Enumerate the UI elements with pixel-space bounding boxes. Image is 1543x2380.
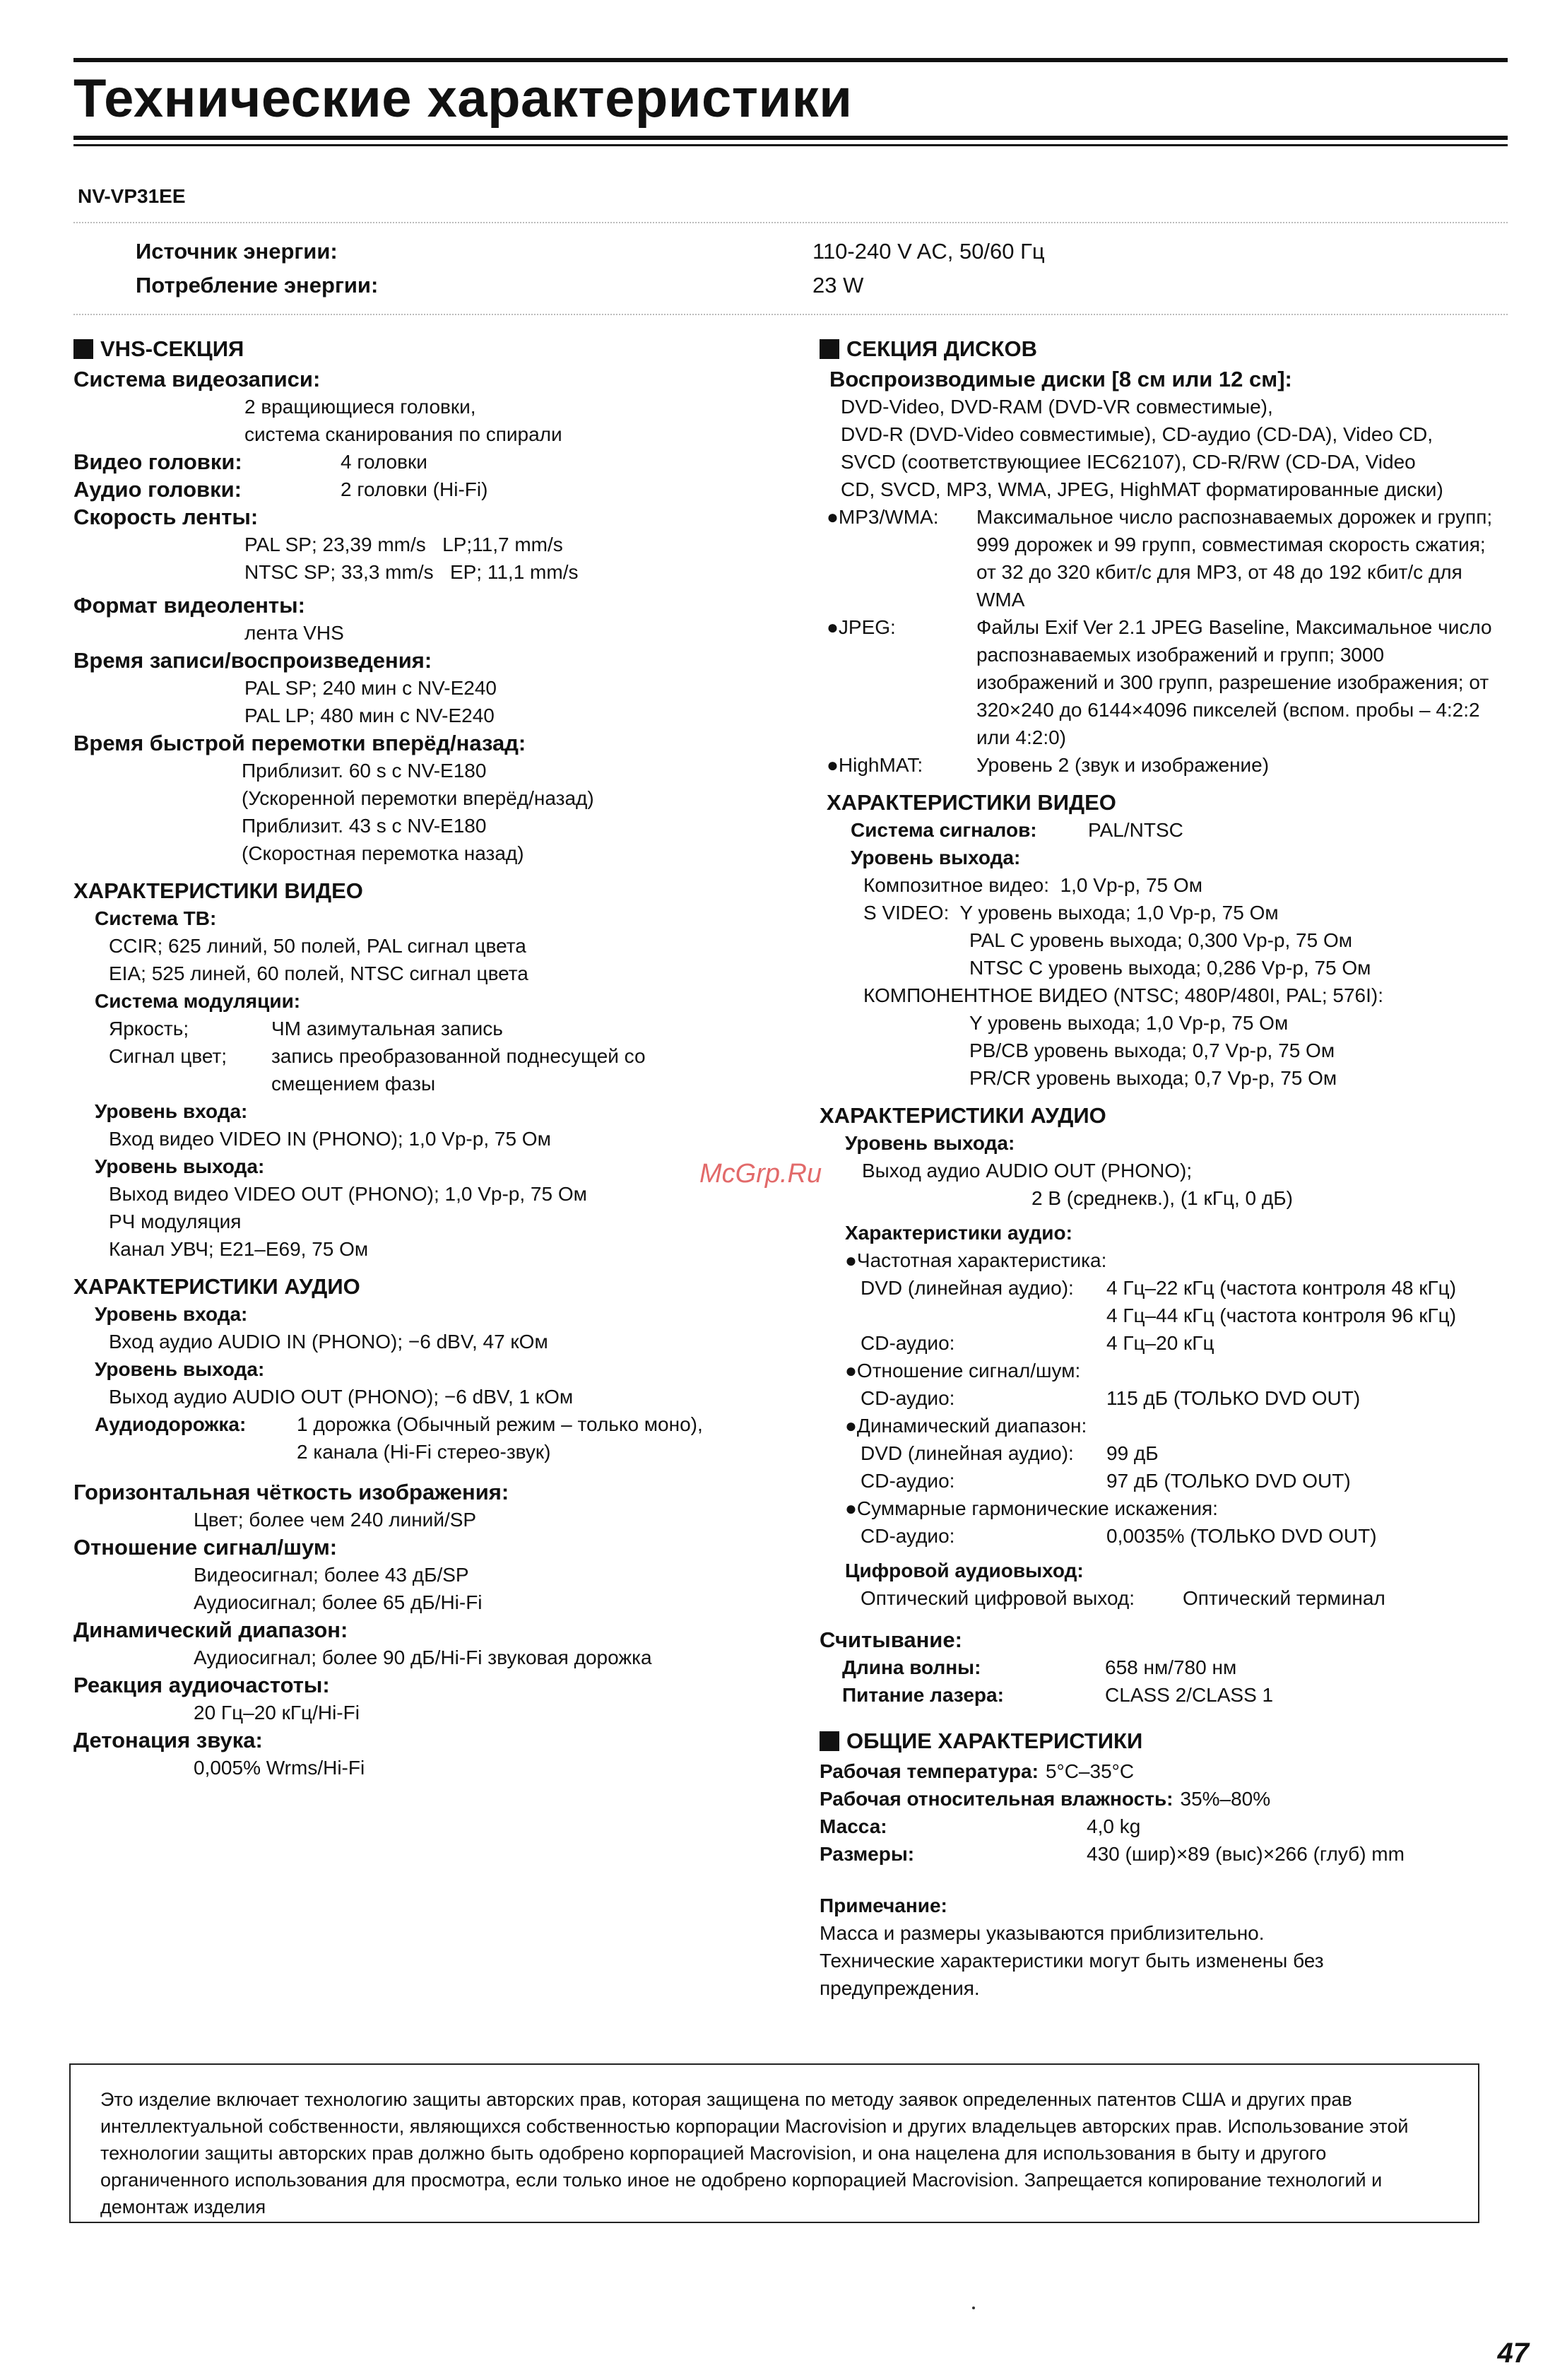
- highmat-value: Уровень 2 (звук и изображение): [976, 754, 1270, 776]
- snr-cd-value: 115 дБ (ТОЛЬКО DVD OUT): [1106, 1387, 1361, 1409]
- ffrew-label: Время быстрой перемотки вперёд/назад:: [73, 731, 526, 755]
- playable-line: CD, SVCD, MP3, WMA, JPEG, HighMAT форматированные диски): [841, 478, 1443, 500]
- highmat-row: [820, 751, 1505, 779]
- mp3-wma-key: ●MP3/WMA:: [827, 506, 939, 528]
- hres-value: Цвет; более чем 240 линий/SP: [194, 1509, 477, 1531]
- disc-audio-header: ХАРАКТЕРИСТИКИ АУДИО: [820, 1103, 1106, 1128]
- disc-video-header: ХАРАКТЕРИСТИКИ ВИДЕО: [827, 790, 1116, 815]
- dyn-range-value: Аудиосигнал; более 90 дБ/Hi-Fi звуковая дорожка: [194, 1646, 652, 1668]
- modulation-color-row: [73, 1042, 780, 1070]
- thd-char-label: ●Суммарные гармонические искажения:: [845, 1497, 1218, 1519]
- rec-system-label: Система видеозаписи:: [73, 367, 321, 391]
- fr-cd-value: 4 Гц–20 кГц: [1106, 1332, 1214, 1354]
- dyn-dvd-value: 99 дБ: [1106, 1442, 1159, 1464]
- audio-track-value: 1 дорожка (Обычный режим – только моно),: [297, 1413, 703, 1435]
- copyright-notice: Это изделие включает технологию защиты авторских прав, которая защищена по методу заявок определенных патентов США и других прав интеллектуальной собственности, являющихся собственностью корпорации Macrovision и других владельцев авторских прав. Использование этой технологии защиты авторских прав должно быть одобрено корпорацией Macrovision, и она нацелена для использования в быту и другого органиченного использования для просмотра, если только иное не одобрено корпорацией Macrovision. Запрещается копирование технологий и демонтаж изделия: [69, 2063, 1479, 2223]
- mass-row: [820, 1813, 1526, 1840]
- vhs-header-text: VHS-СЕКЦИЯ: [100, 336, 244, 361]
- digital-out-row: [820, 1584, 1526, 1612]
- rec-time-line: PAL SP; 240 мин с NV-E240: [244, 677, 497, 699]
- video-out-line: РЧ модуляция: [109, 1210, 242, 1232]
- snr-line: Аудиосигнал; более 65 дБ/Hi-Fi: [194, 1591, 483, 1613]
- page-number: 47: [1497, 2338, 1529, 2369]
- dyn-dvd-row: [820, 1439, 1526, 1467]
- playable-line: DVD-Video, DVD-RAM (DVD-VR совместимые),: [841, 396, 1273, 418]
- dyn-char-label: ●Динамический диапазон:: [845, 1415, 1087, 1437]
- wavelength-row: [820, 1654, 1526, 1681]
- dyn-range-label: Динамический диапазон:: [73, 1618, 348, 1642]
- tape-speed-line: NTSC SP; 33,3 mm/s EP; 11,1 mm/s: [244, 561, 579, 583]
- fr-dvd-value: 4 Гц–22 кГц (частота контроля 48 кГц): [1106, 1277, 1457, 1299]
- humidity-row: [820, 1785, 1526, 1813]
- laser-row: [820, 1681, 1526, 1709]
- fr-dvd-key: DVD (линейная аудио):: [861, 1277, 1074, 1299]
- note-line: Масса и размеры указываются приблизительно.: [820, 1922, 1265, 1944]
- audio-track-value-cont: 2 канала (Hi-Fi стерео-звук): [297, 1441, 551, 1463]
- humidity-key: Рабочая относительная влажность:: [820, 1788, 1173, 1810]
- wow-flutter-label: Детонация звука:: [73, 1728, 263, 1752]
- mod-brightness-value: ЧМ азимутальная запись: [271, 1018, 503, 1039]
- temp-value: 5°C–35°C: [1045, 1760, 1135, 1782]
- thd-cd-row: [820, 1522, 1526, 1550]
- snr-char-label: ●Отношение сигнал/шум:: [845, 1360, 1081, 1382]
- mod-color-key: Сигнал цвет;: [109, 1045, 227, 1067]
- general-header-text: ОБЩИЕ ХАРАКТЕРИСТИКИ: [846, 1728, 1143, 1753]
- s-video-line: PAL C уровень выхода; 0,300 Vp-p, 75 Ом: [969, 929, 1352, 951]
- audio-heads-label: Аудио головки:: [73, 477, 242, 502]
- power-source-value: 110-240 V AC, 50/60 Гц: [812, 239, 1045, 264]
- disc-audio-out-line: 2 В (среднекв.), (1 кГц, 0 дБ): [1031, 1187, 1293, 1209]
- rec-time-label: Время записи/воспроизведения:: [73, 648, 432, 673]
- thd-cd-key: CD-аудио:: [861, 1525, 955, 1547]
- pickup-label: Считывание:: [820, 1627, 962, 1652]
- fr-dvd-row: [820, 1274, 1526, 1302]
- video-heads-row: [73, 448, 780, 476]
- fr-cd-key: CD-аудио:: [861, 1332, 955, 1354]
- mod-brightness-key: Яркость;: [109, 1018, 189, 1039]
- playable-label: Воспроизводимые диски [8 см или 12 см]:: [829, 367, 1292, 391]
- stray-dot: [972, 2307, 975, 2309]
- video-in-label: Уровень входа:: [95, 1100, 248, 1122]
- component-line: PB/CB уровень выхода; 0,7 Vp-p, 75 Ом: [969, 1039, 1335, 1061]
- tv-system-line: CCIR; 625 линий, 50 полей, PAL сигнал цвета: [109, 935, 526, 957]
- model-number: NV-VP31EE: [78, 185, 186, 207]
- digital-out-label: Цифровой аудиовыход:: [845, 1560, 1084, 1581]
- title-bottom-rule: [73, 136, 1508, 140]
- power-source-label: Источник энергии:: [136, 239, 338, 264]
- jpeg-row: [820, 613, 1505, 751]
- audio-in-label: Уровень входа:: [95, 1303, 248, 1325]
- watermark-text: McGrp.Ru: [699, 1159, 822, 1189]
- component-line: PR/CR уровень выхода; 0,7 Vp-p, 75 Ом: [969, 1067, 1337, 1089]
- audio-char-label: Характеристики аудио:: [845, 1222, 1072, 1244]
- video-heads-value: 4 головки: [341, 451, 427, 473]
- rec-system-line: система сканирования по спирали: [244, 423, 562, 445]
- tape-format-label: Формат видеоленты:: [73, 593, 305, 618]
- component-line: Y уровень выхода; 1,0 Vp-p, 75 Ом: [969, 1012, 1289, 1034]
- title-top-rule: [73, 58, 1508, 62]
- video-out-line: Канал УВЧ; E21–E69, 75 Ом: [109, 1238, 369, 1260]
- temp-key: Рабочая температура:: [820, 1760, 1039, 1782]
- s-video-line: S VIDEO: Y уровень выхода; 1,0 Vp-p, 75 Ом: [863, 902, 1279, 924]
- section-square-icon: [820, 339, 839, 359]
- snr-line: Видеосигнал; более 43 дБ/SP: [194, 1564, 469, 1586]
- audio-heads-value: 2 головки (Hi-Fi): [341, 478, 488, 500]
- jpeg-value: Файлы Exif Ver 2.1 JPEG Baseline, Максимальное число распознаваемых изображений и групп; 3000 изображений и 300 групп, разрешение изображения; от 320×240 до 6144×4096 пикселей (вспом. пробы – 4:2:2 или 4:2:0): [976, 616, 1492, 748]
- disc-section-header: [820, 335, 1526, 363]
- mp3-wma-row: [820, 503, 1505, 613]
- mp3-wma-value: Максимальное число распознаваемых дорожек и групп; 999 дорожек и 99 групп, совместимая скорость сжатия; от 32 до 320 кбит/с для MP3, от 48 до 192 кбит/с для WMA: [976, 506, 1493, 611]
- mass-key: Масса:: [820, 1815, 887, 1837]
- dimensions-value: 430 (шир)×89 (выс)×266 (глуб) mm: [1087, 1843, 1405, 1865]
- component-video: КОМПОНЕНТНОЕ ВИДЕО (NTSC; 480P/480I, PAL; 576I):: [863, 984, 1384, 1006]
- freq-response-label: Реакция аудиочастоты:: [73, 1673, 330, 1697]
- power-section: [73, 222, 1508, 315]
- tape-speed-line: PAL SP; 23,39 mm/s LP;11,7 mm/s: [244, 534, 563, 555]
- composite-video: Композитное видео: 1,0 Vp-p, 75 Ом: [863, 874, 1202, 896]
- snr-cd-row: [820, 1384, 1526, 1412]
- audio-out-label: Уровень выхода:: [95, 1358, 265, 1380]
- temp-row: [820, 1757, 1526, 1785]
- fr-cd-row: [820, 1329, 1526, 1357]
- audio-track-label: Аудиодорожка:: [95, 1413, 247, 1435]
- video-heads-label: Видео головки:: [73, 449, 242, 474]
- note-line: предупреждения.: [820, 1977, 980, 1999]
- section-square-icon: [73, 339, 93, 359]
- note-line: Технические характеристики могут быть изменены без: [820, 1950, 1324, 1972]
- modulation-brightness-row: [73, 1015, 780, 1042]
- note-label: Примечание:: [820, 1895, 947, 1916]
- right-column: [820, 325, 1526, 2002]
- mod-color-value-cont: смещением фазы: [271, 1073, 436, 1095]
- playable-line: DVD-R (DVD-Video совместимые), CD-аудио (CD-DA), Video CD,: [841, 423, 1433, 445]
- highmat-key: ●HighMAT:: [827, 754, 923, 776]
- left-column: [73, 325, 780, 1781]
- disc-audio-out-label: Уровень выхода:: [845, 1132, 1015, 1154]
- fr-dvd-value-2: 4 Гц–44 кГц (частота контроля 96 кГц): [1106, 1304, 1457, 1326]
- wavelength-value: 658 нм/780 нм: [1105, 1656, 1237, 1678]
- dyn-dvd-key: DVD (линейная аудио):: [861, 1442, 1074, 1464]
- freq-char-label: ●Частотная характеристика:: [845, 1249, 1107, 1271]
- audio-in-line: Вход аудио AUDIO IN (PHONO); −6 dBV, 47 кОм: [109, 1331, 548, 1353]
- general-section-header: [820, 1727, 1526, 1755]
- dyn-cd-row: [820, 1467, 1526, 1495]
- humidity-value: 35%–80%: [1180, 1788, 1271, 1810]
- freq-response-value: 20 Гц–20 кГц/Hi-Fi: [194, 1702, 360, 1724]
- tape-speed-label: Скорость ленты:: [73, 505, 259, 529]
- thd-cd-value: 0,0035% (ТОЛЬКО DVD OUT): [1106, 1525, 1377, 1547]
- vhs-section-header: [73, 335, 780, 363]
- disc-audio-out-line: Выход аудио AUDIO OUT (PHONO);: [862, 1160, 1193, 1182]
- video-out-label: Уровень выхода:: [95, 1155, 265, 1177]
- dyn-cd-key: CD-аудио:: [861, 1470, 955, 1492]
- video-in-line: Вход видео VIDEO IN (PHONO); 1,0 Vp-p, 75 Ом: [109, 1128, 551, 1150]
- s-video-line: NTSC C уровень выхода; 0,286 Vp-p, 75 Ом: [969, 957, 1371, 979]
- signal-system-label: Система сигналов:: [851, 819, 1037, 841]
- video-out-line: Выход видео VIDEO OUT (PHONO); 1,0 Vp-p, 75 Ом: [109, 1183, 587, 1205]
- wavelength-key: Длина волны:: [842, 1656, 981, 1678]
- signal-system-value: PAL/NTSC: [1088, 819, 1183, 841]
- vhs-audio-header: ХАРАКТЕРИСТИКИ АУДИО: [73, 1274, 360, 1299]
- tv-system-line: EIA; 525 линей, 60 полей, NTSC сигнал цвета: [109, 962, 528, 984]
- power-consumption-value: 23 W: [812, 273, 864, 298]
- ffrew-line: Приблизит. 43 s с NV-E180: [242, 815, 487, 837]
- mod-color-value: запись преобразованной поднесущей со: [271, 1045, 646, 1067]
- signal-system-row: [820, 816, 1526, 844]
- rec-time-line: PAL LP; 480 мин с NV-E240: [244, 705, 495, 726]
- section-square-icon: [820, 1731, 839, 1751]
- jpeg-key: ●JPEG:: [827, 616, 896, 638]
- snr-label: Отношение сигнал/шум:: [73, 1535, 338, 1560]
- power-consumption-label: Потребление энергии:: [136, 273, 379, 298]
- tv-system-label: Система ТВ:: [95, 907, 217, 929]
- laser-key: Питание лазера:: [842, 1684, 1004, 1706]
- dimensions-row: [820, 1840, 1526, 1868]
- laser-value: CLASS 2/CLASS 1: [1105, 1684, 1274, 1706]
- ffrew-line: (Ускоренной перемотки вперёд/назад): [242, 787, 594, 809]
- ffrew-line: (Скоростная перемотка назад): [242, 842, 524, 864]
- vhs-video-header: ХАРАКТЕРИСТИКИ ВИДЕО: [73, 878, 363, 903]
- rec-system-line: 2 вращиющиеся головки,: [244, 396, 476, 418]
- dimensions-key: Размеры:: [820, 1843, 915, 1865]
- disc-video-out-label: Уровень выхода:: [851, 847, 1021, 868]
- disc-header-text: СЕКЦИЯ ДИСКОВ: [846, 336, 1037, 361]
- audio-heads-row: [73, 476, 780, 503]
- audio-track-row: [73, 1410, 780, 1438]
- modulation-label: Система модуляции:: [95, 990, 301, 1012]
- dyn-cd-value: 97 дБ (ТОЛЬКО DVD OUT): [1106, 1470, 1351, 1492]
- title-bottom-rule-thin: [73, 144, 1508, 146]
- ffrew-line: Приблизит. 60 s с NV-E180: [242, 760, 487, 782]
- mass-value: 4,0 kg: [1087, 1815, 1141, 1837]
- playable-line: SVCD (соответствующиее IEC62107), CD-R/RW (CD-DA, Video: [841, 451, 1416, 473]
- hres-label: Горизонтальная чёткость изображения:: [73, 1480, 509, 1504]
- digital-out-key: Оптический цифровой выход:: [861, 1587, 1135, 1609]
- page-title: Технические характеристики: [73, 69, 853, 129]
- digital-out-value: Оптический терминал: [1183, 1587, 1385, 1609]
- wow-flutter-value: 0,005% Wrms/Hi-Fi: [194, 1757, 365, 1779]
- audio-out-line: Выход аудио AUDIO OUT (PHONO); −6 dBV, 1 кОм: [109, 1386, 574, 1408]
- snr-cd-key: CD-аудио:: [861, 1387, 955, 1409]
- tape-format-value: лента VHS: [244, 622, 344, 644]
